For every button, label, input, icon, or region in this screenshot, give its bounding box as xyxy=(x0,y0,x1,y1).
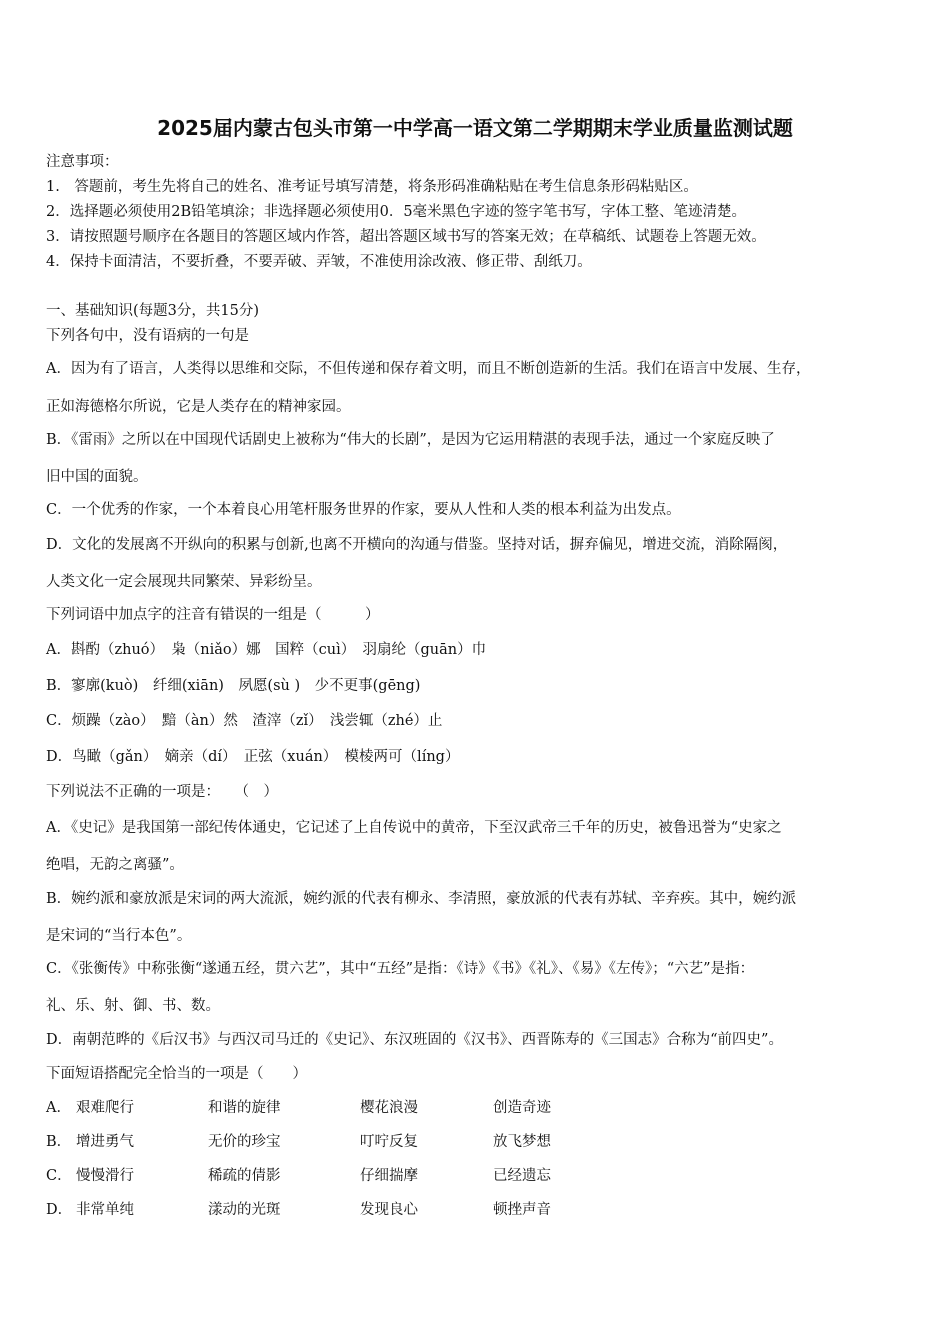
phrase: 慢慢滑行 xyxy=(76,1168,134,1184)
notice-item: 4．保持卡面清洁，不要折叠，不要弄破、弄皱，不准使用涂改液、修正带、刮纸刀。 xyxy=(46,254,592,270)
option-line: 绝唱，无韵之离骚”。 xyxy=(46,857,184,873)
phrase: 增进勇气 xyxy=(76,1134,134,1150)
phrase: 和谐的旋律 xyxy=(208,1100,281,1116)
phrase: 已经遗忘 xyxy=(493,1168,551,1184)
option-line: B．寥廓(kuò) 纤细(xiān) 夙愿(sù ) 少不更事(gēng) xyxy=(46,678,421,694)
question-stem: 下列词语中加点字的注音有错误的一组是（ ） xyxy=(46,607,380,623)
option-line: 正如海德格尔所说，它是人类存在的精神家园。 xyxy=(46,399,351,415)
option-line: 是宋词的“当行本色”。 xyxy=(46,928,192,944)
option-line: 旧中国的面貌。 xyxy=(46,469,148,485)
phrase: 非常单纯 xyxy=(76,1202,134,1218)
phrase: 稀疏的倩影 xyxy=(208,1168,281,1184)
phrase: 漾动的光斑 xyxy=(208,1202,281,1218)
phrase: 顿挫声音 xyxy=(493,1202,551,1218)
question-stem: 下列说法不正确的一项是： （ ） xyxy=(46,784,278,800)
question-stem: 下面短语搭配完全恰当的一项是（ ） xyxy=(46,1066,307,1082)
option-line: C．一个优秀的作家，一个本着良心用笔杆服务世界的作家，要从人性和人类的根本利益为出发点。 xyxy=(46,502,681,518)
option-line: 人类文化一定会展现共同繁荣、异彩纷呈。 xyxy=(46,574,322,590)
option-letter: B． xyxy=(46,1134,72,1150)
option-line: A．因为有了语言，人类得以思维和交际，不但传递和保存着文明，而且不断创造新的生活。我们在语言中发展、生存， xyxy=(46,361,811,377)
option-line: D．南朝范晔的《后汉书》与西汉司马迁的《史记》、东汉班固的《汉书》、西晋陈寿的《三国志》合称为“前四史”。 xyxy=(46,1032,783,1048)
notice-heading: 注意事项： xyxy=(46,154,119,170)
phrase: 樱花浪漫 xyxy=(360,1100,418,1116)
option-letter: A． xyxy=(46,1100,71,1116)
option-line: A．《史记》是我国第一部纪传体通史，它记述了上自传说中的黄帝，下至汉武帝三千年的历史，被鲁迅誉为“史家之 xyxy=(46,820,782,836)
option-line: A．斟酌（zhuó） 枭（niǎo）娜 国粹（cuì） 羽扇纶（guān）巾 xyxy=(46,642,487,658)
option-line: B．婉约派和豪放派是宋词的两大流派，婉约派的代表有柳永、李清照，豪放派的代表有苏轼、辛弃疾。其中，婉约派 xyxy=(46,891,797,907)
option-line: B．《雷雨》之所以在中国现代话剧史上被称为“伟大的长剧”，是因为它运用精湛的表现手法，通过一个家庭反映了 xyxy=(46,432,775,448)
phrase: 放飞梦想 xyxy=(493,1134,551,1150)
option-line: D．文化的发展离不开纵向的积累与创新,也离不开横向的沟通与借鉴。坚持对话，摒弃偏见，增进交流，消除隔阂， xyxy=(46,537,788,553)
option-letter: C． xyxy=(46,1168,72,1184)
exam-title: 2025届内蒙古包头市第一中学高一语文第二学期期末学业质量监测试题 xyxy=(157,116,793,140)
notice-item: 2．选择题必须使用2B铅笔填涂；非选择题必须使用0．5毫米黑色字迹的签字笔书写，字体工整、笔迹清楚。 xyxy=(46,204,747,220)
phrase: 叮咛反复 xyxy=(360,1134,418,1150)
section-heading: 一、基础知识(每题3分，共15分) xyxy=(46,303,259,319)
option-line: D．鸟瞰（gǎn） 嫡亲（dí） 正弦（xuán） 模棱两可（líng） xyxy=(46,749,460,765)
option-line: C．烦躁（zào） 黯（àn）然 渣滓（zǐ） 浅尝辄（zhé）止 xyxy=(46,713,443,729)
question-stem: 下列各句中，没有语病的一句是 xyxy=(46,328,249,344)
phrase: 仔细揣摩 xyxy=(360,1168,418,1184)
phrase: 艰难爬行 xyxy=(76,1100,134,1116)
notice-item: 1. 答题前，考生先将自己的姓名、准考证号填写清楚，将条形码准确粘贴在考生信息条形码粘贴区。 xyxy=(46,179,698,195)
phrase: 创造奇迹 xyxy=(493,1100,551,1116)
option-line: C．《张衡传》中称张衡“遂通五经，贯六艺”，其中“五经”是指：《诗》《书》《礼》、《易》《左传》；“六艺”是指： xyxy=(46,961,755,977)
option-line: 礼、乐、射、御、书、数。 xyxy=(46,998,220,1014)
notice-item: 3．请按照题号顺序在各题目的答题区域内作答，超出答题区域书写的答案无效；在草稿纸、试题卷上答题无效。 xyxy=(46,229,766,245)
option-letter: D． xyxy=(46,1202,73,1218)
phrase: 发现良心 xyxy=(360,1202,418,1218)
phrase: 无价的珍宝 xyxy=(208,1134,281,1150)
